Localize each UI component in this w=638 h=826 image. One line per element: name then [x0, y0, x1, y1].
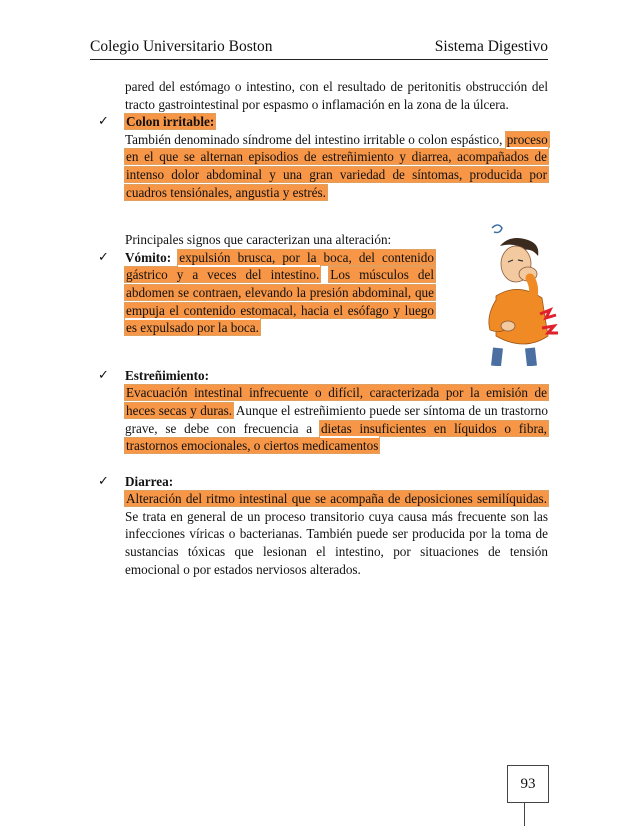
- intro-paragraph: pared del estómago o intestino, con el resultado de peritonitis obstrucción del tracto gastrointestinal por espasmo o inflamación en la zona de la úlcera.: [125, 79, 548, 112]
- vomito-highlight-2: Los músculos del abdomen se contraen, elevando la presión abdominal, que empuja el contenido estomacal, hacia el esófago y luego es expulsado por la boca.: [126, 267, 435, 336]
- diarrea-plain: Se trata en general de un proceso transitorio cuya causa más frecuente son las infecciones víricas o bacterianas. También puede ser producida por la toma de sustancias tóxicas que lesionan el intestino, por situaciones de tensión emocional o por estados nerviosos alterados.: [125, 508, 548, 577]
- checkmark-icon: ✓: [98, 249, 109, 265]
- sick-man-illustration: [470, 218, 570, 366]
- page-number-box: [507, 765, 549, 803]
- colon-title: Colon irritable:: [126, 114, 215, 130]
- colon-section: [90, 113, 548, 201]
- header-divider: [90, 59, 548, 60]
- header-school: Colegio Universitario Boston: [90, 38, 273, 55]
- page-header: [90, 38, 548, 56]
- estrenimiento-title: Estreñimiento:: [125, 367, 209, 383]
- checkmark-icon: ✓: [98, 367, 109, 383]
- checkmark-icon: ✓: [98, 473, 109, 489]
- checkmark-icon: ✓: [98, 114, 109, 130]
- vomito-highlight-1: expulsión brusca, por la boca, del contenido gástrico y a veces del intestino.: [126, 249, 434, 283]
- estrenimiento-section: [90, 367, 548, 455]
- diarrea-title: Diarrea:: [125, 473, 174, 489]
- signs-intro: Principales signos que caracterizan una alteración:: [125, 232, 392, 248]
- page-number: 93: [520, 775, 536, 792]
- dizzy-swirl-icon: [492, 225, 502, 233]
- man-figure: [489, 238, 548, 366]
- estrenimiento-highlight-2: dietas insuficientes en líquidos o fibra, trastornos emocionales, o ciertos medicamentos: [126, 420, 547, 454]
- vomito-title: Vómito:: [125, 249, 172, 265]
- signs-block: [90, 231, 435, 337]
- colon-highlight: proceso en el que se alternan episodios de estreñimiento y diarrea, acompañados de intenso dolor abdominal y una gran variedad de síntomas, producida por cuadros tensiónales, angustia y estrés.: [126, 131, 548, 200]
- header-subject: Sistema Digestivo: [434, 38, 548, 55]
- diarrea-section: [90, 473, 548, 579]
- estrenimiento-plain: Aunque el estreñimiento puede ser síntoma de un trastorno grave, se debe con frecuencia a: [125, 402, 548, 436]
- estrenimiento-highlight-1: Evacuación intestinal infrecuente o difícil, caracterizada por la emisión de heces secas y duras.: [126, 385, 547, 418]
- diarrea-highlight: Alteración del ritmo intestinal que se acompaña de deposiciones semilíquidas.: [126, 491, 547, 507]
- colon-plain: También denominado síndrome del intestino irritable o colon espástico,: [125, 131, 503, 147]
- vomito-section: [90, 249, 435, 337]
